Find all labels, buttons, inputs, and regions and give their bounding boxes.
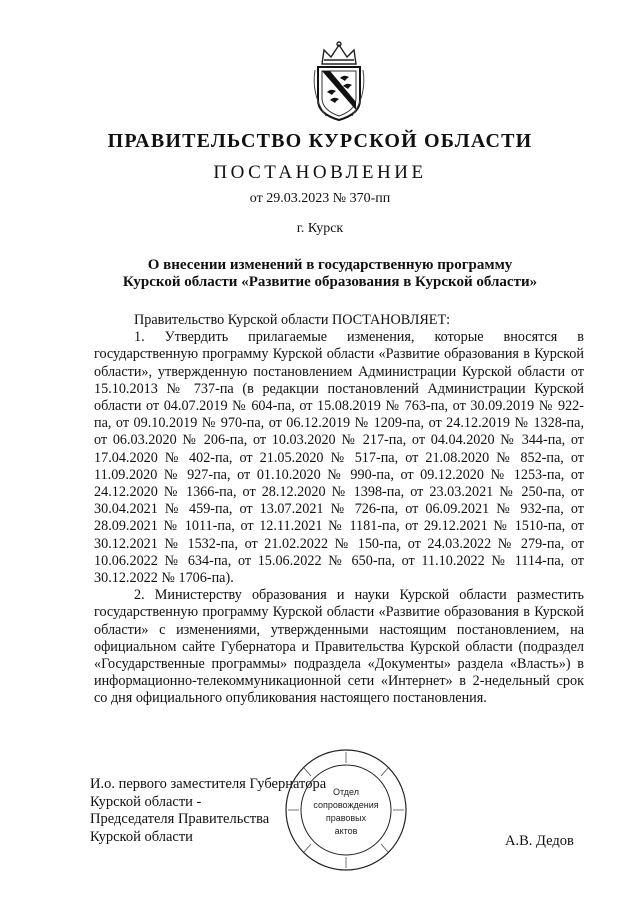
document-city: г. Курск xyxy=(296,221,344,236)
document-type: ПОСТАНОВЛЕНИЕ xyxy=(213,162,427,183)
coat-of-arms-emblem xyxy=(310,40,368,122)
stamp-line-3: правовых xyxy=(325,813,367,823)
document-body xyxy=(94,312,584,708)
government-title: ПРАВИТЕЛЬСТВО КУРСКОЙ ОБЛАСТИ xyxy=(107,130,533,152)
body-intro: Правительство Курской области ПОСТАНОВЛЯЕТ: xyxy=(134,312,451,328)
signature-title-line-4: Курской области xyxy=(90,828,193,845)
stamp-line-4: актов xyxy=(334,826,358,836)
subject-line-2: Курской области «Развитие образования в Курской области» xyxy=(122,274,538,290)
stamp-line-1: Отдел xyxy=(332,787,360,797)
body-item-1: 1. Утвердить прилагаемые изменения, которые вносятся в государственную программу Курской области «Развитие образования в Курской области», утвержденную постановлением Администрации Курской области от 15.10.2013 № 737-па (в редакции постановлений Администрации Курской области от 04.07.2019 № 604-па, от 15.08.2019 № 763-па, от 30.09.2019 № 922-па, от 09.10.2019 № 970-па, от 06.12.2019 № 1209-па, от 24.12.2019 № 1328-па, от 06.03.2020 № 206-па, от 10.03.2020 № 217-па, от 04.04.2020 № 344-па, от 17.04.2020 № 402-па, от 21.05.2020 № 517-па, от 21.08.2020 № 852-па, от 11.09.2020 № 927-па, от 01.10.2020 № 990-па, от 09.12.2020 № 1253-па, от 24.12.2020 № 1366-па, от 28.12.2020 № 1398-па, от 23.03.2021 № 250-па, от 30.04.2021 № 459-па, от 13.07.2021 № 726-па, от 06.09.2021 № 932-па, от 28.09.2021 № 1011-па, от 12.11.2021 № 1181-па, от 29.12.2021 № 1510-па, от 30.12.2021 № 1532-па, от 21.02.2022 № 150-па, от 24.03.2022 № 279-па, от 10.06.2022 № 634-па, от 15.06.2022 № 650-па, от 11.10.2022 № 1114-па, от 30.12.2022 № 1706-па). xyxy=(94,329,584,587)
signature-title-line-1: И.о. первого заместителя Губернатора xyxy=(90,776,327,792)
document-date-number: от 29.03.2023 № 370-пп xyxy=(249,191,391,206)
body-item-2: 2. Министерству образования и науки Курской области разместить государственную программу Курской области «Развитие образования в Курской области» с изменениями, утвержденными настоящим постановлением, на официальном сайте Губернатора и Правительства Курской области (подраздел «Государственные программы» подраздела «Документы» раздела «Власть») в информационно-телекоммуникационной сети «Интернет» в 2-недельный срок со дня официального опубликования настоящего постановления. xyxy=(94,587,584,707)
official-stamp xyxy=(284,748,408,872)
subject-line-1: О внесении изменений в государственную программу xyxy=(147,257,513,273)
stamp-line-2: сопровождения xyxy=(313,800,379,810)
signer-name: А.В. Дедов xyxy=(505,833,574,849)
signature-title-line-2: Курской области - xyxy=(90,793,202,810)
document-subject xyxy=(60,257,600,291)
signature-title-line-3: Председателя Правительства xyxy=(90,811,270,827)
